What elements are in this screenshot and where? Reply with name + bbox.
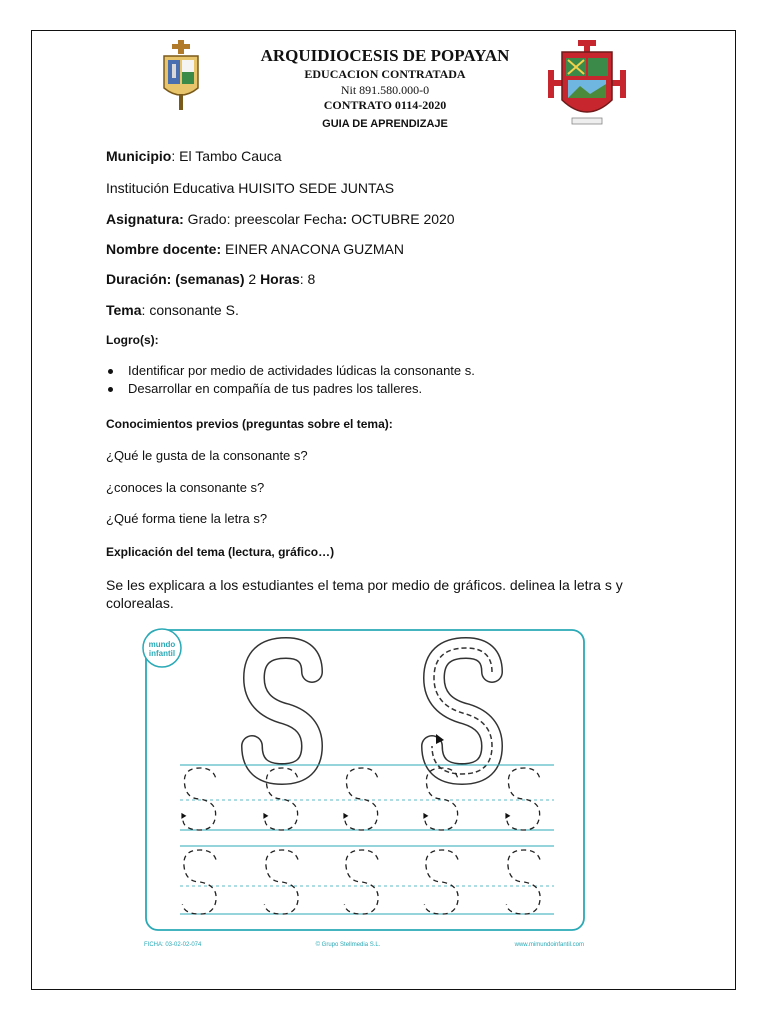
fecha-value: OCTUBRE 2020 (347, 211, 455, 227)
explicacion-heading-rest: (lectura, gráfico…) (224, 545, 335, 559)
worksheet-footer-left: FICHA: 03-02-02-074 (144, 942, 202, 948)
worksheet-footer-right: www.mimundoinfantil.com (514, 942, 584, 948)
explicacion-heading-bold: Explicación del tema (106, 545, 225, 559)
header-subtitle: EDUCACION CONTRATADA (304, 67, 466, 81)
header-nit: Nit 891.580.000-0 (340, 83, 430, 97)
institucion-value: Institución Educativa HUISITO SEDE JUNTAS (106, 180, 395, 196)
conocimientos-heading-rest: (preguntas sobre el tema): (238, 417, 393, 431)
explicacion-text: Se les explicara a los estudiantes el tema por medio de gráficos. delinea la letra s y colorealas. (106, 577, 623, 611)
docente-value: EINER ANACONA GUZMAN (221, 241, 404, 257)
header-guide: GUIA DE APRENDIZAJE (322, 118, 448, 130)
tema-label: Tema (106, 302, 142, 318)
explicacion-heading (106, 545, 334, 559)
municipio-label: Municipio (106, 148, 172, 164)
conocimientos-heading (106, 417, 393, 431)
question-item: ¿conoces la consonante s? (106, 480, 265, 495)
list-item: Desarrollar en compañía de tus padres los talleres. (106, 380, 666, 398)
field-municipio (106, 148, 282, 164)
horas-value: : 8 (299, 271, 316, 287)
duracion-label: Duración: (semanas) (106, 271, 245, 287)
field-institucion (106, 180, 394, 196)
letter-s-tracing-worksheet (140, 628, 588, 948)
logo-text-top: mundo (148, 640, 176, 649)
header-title: ARQUIDIOCESIS DE POPAYAN (260, 46, 510, 65)
question-item: ¿Qué forma tiene la letra s? (106, 511, 268, 526)
field-tema (106, 302, 239, 318)
list-item: Identificar por medio de actividades lúdicas la consonante s. (106, 362, 666, 380)
docente-label: Nombre docente: (106, 241, 222, 257)
municipal-coat-of-arms-icon (548, 40, 626, 130)
fecha-colon: : (342, 211, 348, 227)
conocimientos-heading-bold: Conocimientos previos (106, 417, 239, 431)
horas-label: Horas (260, 271, 300, 287)
duracion-value: 2 (244, 271, 261, 287)
field-docente (106, 241, 404, 257)
question-item: ¿Qué le gusta de la consonante s? (106, 448, 308, 463)
tema-value: : consonante S. (141, 302, 239, 318)
logros-list (106, 362, 666, 398)
grado-text: Grado: preescolar Fecha (183, 211, 343, 227)
municipio-value: : El Tambo Cauca (171, 148, 282, 164)
field-duracion (106, 271, 315, 287)
logo-text-bottom: infantil (148, 649, 176, 658)
field-asignatura (106, 211, 455, 227)
logros-heading: Logro(s): (106, 333, 159, 347)
header-contract: CONTRATO 0114-2020 (323, 98, 447, 112)
asignatura-label: Asignatura: (106, 211, 184, 227)
document-header (160, 46, 610, 136)
worksheet-footer-center: © Grupo Stellmedia S.L. (315, 942, 381, 948)
